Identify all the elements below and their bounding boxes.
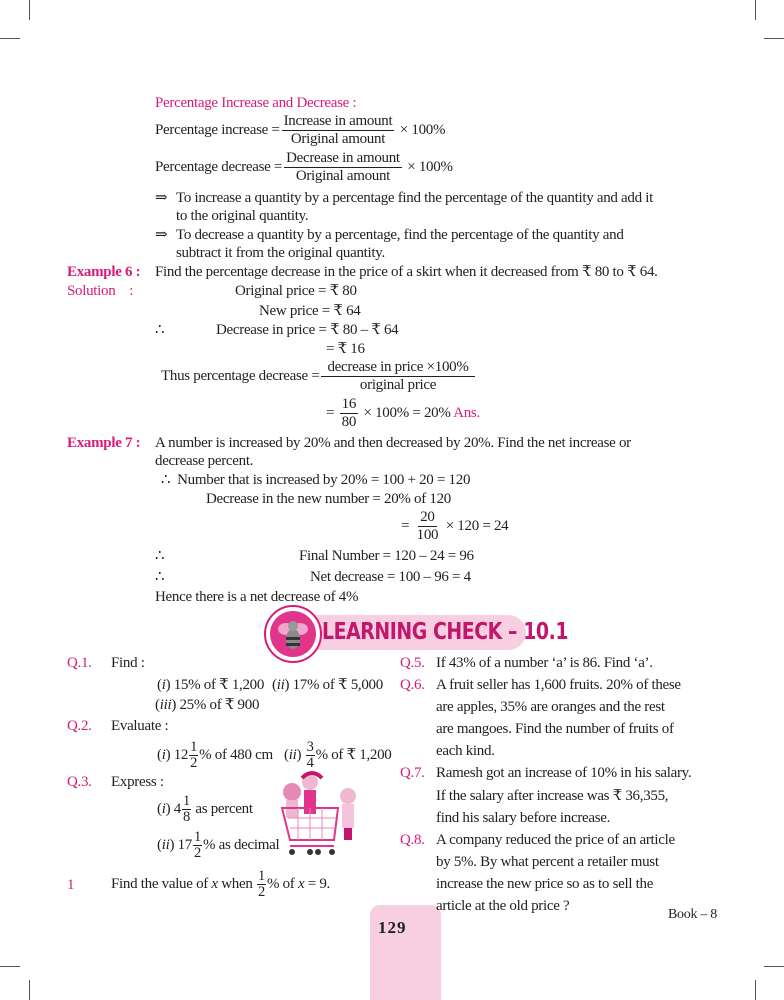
numerator: 1 bbox=[182, 793, 190, 810]
question-number: Q.5. bbox=[400, 655, 425, 671]
question-part: (i) 12 $\frac{1}{2}$ % of 480 cm bbox=[157, 739, 273, 772]
numerator: Decrease in amount bbox=[286, 150, 400, 167]
part-label: ii bbox=[161, 837, 170, 853]
part-label: i bbox=[161, 747, 166, 763]
question-line: are apples, 35% are oranges and the rest bbox=[436, 699, 665, 715]
denominator: 100 bbox=[416, 527, 439, 544]
fraction bbox=[415, 509, 441, 544]
question-number: Q.6. bbox=[400, 677, 425, 693]
whole-number: 4 bbox=[173, 801, 181, 817]
numerator: 3 bbox=[306, 739, 314, 756]
denominator: 8 bbox=[182, 809, 190, 826]
fraction bbox=[193, 830, 202, 861]
crop-mark bbox=[755, 0, 756, 20]
solution-step: Original price = ₹ 80 bbox=[235, 283, 357, 299]
crop-mark bbox=[29, 980, 30, 1000]
question-text: Evaluate : bbox=[111, 718, 169, 734]
crop-mark bbox=[0, 966, 20, 967]
example-question: decrease percent. bbox=[155, 453, 254, 469]
numerator: 1 bbox=[257, 868, 265, 885]
fraction bbox=[340, 396, 358, 431]
section-heading: Percentage Increase and Decrease : bbox=[155, 95, 357, 111]
question-number: Q.8. bbox=[400, 832, 425, 848]
note-line: to the original quantity. bbox=[176, 208, 309, 224]
numerator: Increase in amount bbox=[283, 113, 393, 130]
bee-mascot-icon bbox=[264, 605, 322, 663]
factor: × 100% bbox=[399, 122, 446, 138]
calculation: × 100% = 20% bbox=[363, 405, 451, 421]
crop-mark bbox=[755, 980, 756, 1000]
solution-step: Decrease in price = ₹ 80 – ₹ 64 bbox=[216, 322, 399, 338]
solution-step bbox=[326, 396, 480, 431]
fraction bbox=[182, 794, 191, 825]
question-line: A company reduced the price of an article bbox=[436, 832, 675, 848]
formula-label: Percentage decrease = bbox=[155, 159, 283, 175]
answer-label: Ans. bbox=[453, 405, 480, 421]
fraction bbox=[257, 869, 266, 900]
example-question: A number is increased by 20% and then decreased by 20%. Find the net increase or bbox=[155, 435, 631, 451]
calculation: × 120 = 24 bbox=[445, 518, 509, 534]
denominator: 4 bbox=[306, 755, 314, 772]
formula-label: Percentage increase = bbox=[155, 122, 280, 138]
question-line: article at the old price ? bbox=[436, 898, 570, 914]
children-shopping-cart-illustration bbox=[268, 770, 380, 862]
question-part: (i) 15% of ₹ 1,200 bbox=[157, 677, 265, 693]
question-part: (ii) 17% of ₹ 5,000 bbox=[272, 677, 383, 693]
text: % of bbox=[266, 876, 295, 892]
whole-number: 17 bbox=[177, 837, 193, 853]
denominator: 2 bbox=[257, 884, 265, 901]
variable: x bbox=[211, 876, 218, 892]
solution-step bbox=[161, 359, 477, 394]
denominator: 80 bbox=[341, 414, 357, 431]
numerator: 16 bbox=[341, 396, 357, 413]
solution-step bbox=[401, 509, 508, 544]
step-label: Thus percentage decrease = bbox=[161, 368, 320, 384]
arrow-icon: ⇒ bbox=[155, 190, 168, 206]
solution-step: Final Number = 120 – 24 = 96 bbox=[299, 548, 474, 564]
part-text: % as decimal bbox=[202, 837, 280, 853]
question-part: (ii) 17 $\frac{1}{2}$ % as decimal bbox=[157, 829, 280, 862]
denominator: Original amount bbox=[295, 168, 391, 185]
therefore-symbol: ∴ bbox=[155, 548, 165, 564]
crop-mark bbox=[29, 0, 30, 20]
crop-mark bbox=[764, 966, 784, 967]
solution-step: Net decrease = 100 – 96 = 4 bbox=[310, 569, 471, 585]
note-line: subtract it from the original quantity. bbox=[176, 245, 385, 261]
fraction bbox=[282, 113, 395, 148]
fraction bbox=[189, 740, 198, 771]
part-text: % of ₹ 1,200 bbox=[315, 747, 392, 763]
therefore-symbol: ∴ bbox=[155, 322, 165, 338]
example-question: Find the percentage decrease in the price of a skirt when it decreased from ₹ 80 to ₹ 64. bbox=[155, 264, 658, 280]
formula-decrease bbox=[155, 150, 453, 185]
arrow-icon: ⇒ bbox=[155, 227, 168, 243]
part-label: i bbox=[161, 677, 166, 693]
question-text: If 43% of a number ‘a’ is 86. Find ‘a’. bbox=[436, 655, 653, 671]
therefore-symbol: ∴ bbox=[155, 569, 165, 585]
denominator: 2 bbox=[190, 755, 198, 772]
fraction bbox=[306, 740, 315, 771]
question-text: Find : bbox=[111, 655, 145, 671]
question-line: Ramesh got an increase of 10% in his salary. bbox=[436, 765, 692, 781]
question-line: increase the new price so as to sell the bbox=[436, 876, 654, 892]
formula-increase bbox=[155, 113, 445, 148]
crop-mark bbox=[764, 38, 784, 39]
numerator: 1 bbox=[194, 829, 201, 846]
book-label: Book – 8 bbox=[668, 907, 717, 922]
part-label: iii bbox=[159, 697, 172, 713]
question-part: (i) 4 $\frac{1}{8}$ as percent bbox=[157, 793, 253, 826]
question-part: (ii) $\frac{3}{4}$ % of ₹ 1,200 bbox=[284, 739, 392, 772]
denominator: 2 bbox=[194, 845, 201, 862]
question-number: Q.7. bbox=[400, 765, 425, 781]
solution-step: = ₹ 16 bbox=[326, 341, 365, 357]
text: = 9. bbox=[307, 876, 331, 892]
solution-label: Solution : bbox=[67, 283, 134, 299]
question-line: A fruit seller has 1,600 fruits. 20% of these bbox=[436, 677, 681, 693]
example-label: Example 6 : bbox=[67, 264, 141, 280]
numerator: 1 bbox=[190, 739, 198, 756]
question-number: 1 bbox=[67, 877, 75, 893]
page-number: 129 bbox=[378, 918, 407, 937]
question-line: If the salary after increase was ₹ 36,355, bbox=[436, 788, 669, 804]
question-text bbox=[111, 868, 330, 900]
fraction bbox=[284, 150, 402, 185]
solution-step: ∴ Number that is increased by 20% = 100 + 20 = 120 bbox=[161, 472, 471, 488]
question-part: (iii) 25% of ₹ 900 bbox=[155, 697, 260, 713]
part-text: 25% of ₹ 900 bbox=[179, 697, 260, 713]
factor: × 100% bbox=[407, 159, 453, 175]
equals: = bbox=[401, 518, 410, 534]
question-number: Q.1. bbox=[67, 655, 92, 671]
crop-mark bbox=[0, 38, 20, 39]
example-label: Example 7 : bbox=[67, 435, 141, 451]
solution-step: Decrease in the new number = 20% of 120 bbox=[206, 491, 452, 507]
question-line: by 5%. By what percent a retailer must bbox=[436, 854, 659, 870]
question-number: Q.2. bbox=[67, 718, 92, 734]
solution-step: New price = ₹ 64 bbox=[259, 303, 361, 319]
text: Find the value of bbox=[111, 876, 208, 892]
part-text: 17% of ₹ 5,000 bbox=[292, 677, 383, 693]
part-text: as percent bbox=[195, 801, 253, 817]
question-line: each kind. bbox=[436, 743, 495, 759]
denominator: original price bbox=[359, 377, 437, 394]
conclusion: Hence there is a net decrease of 4% bbox=[155, 589, 359, 605]
part-text: % of 480 cm bbox=[199, 747, 273, 763]
numerator: decrease in price ×100% bbox=[321, 359, 474, 377]
part-label: i bbox=[161, 801, 166, 817]
variable: x bbox=[297, 876, 305, 892]
learning-check-title: LEARNING CHECK – 10.1 bbox=[322, 619, 569, 645]
note-line: To increase a quantity by a percentage find the percentage of the quantity and add it bbox=[176, 190, 653, 206]
numerator: 20 bbox=[420, 509, 435, 526]
question-number: Q.3. bbox=[67, 774, 92, 790]
note-line: To decrease a quantity by a percentage, find the percentage of the quantity and bbox=[176, 227, 624, 243]
question-line: find his salary before increase. bbox=[436, 810, 611, 826]
part-label: ii bbox=[288, 747, 297, 763]
whole-number: 12 bbox=[173, 747, 189, 763]
text: when bbox=[221, 876, 253, 892]
part-text: 15% of ₹ 1,200 bbox=[173, 677, 265, 693]
part-label: ii bbox=[276, 677, 285, 693]
denominator: Original amount bbox=[290, 131, 386, 148]
fraction bbox=[321, 359, 474, 394]
question-text: Express : bbox=[111, 774, 164, 790]
question-line: are mangoes. Find the number of fruits of bbox=[436, 721, 674, 737]
equals: = bbox=[326, 405, 335, 421]
